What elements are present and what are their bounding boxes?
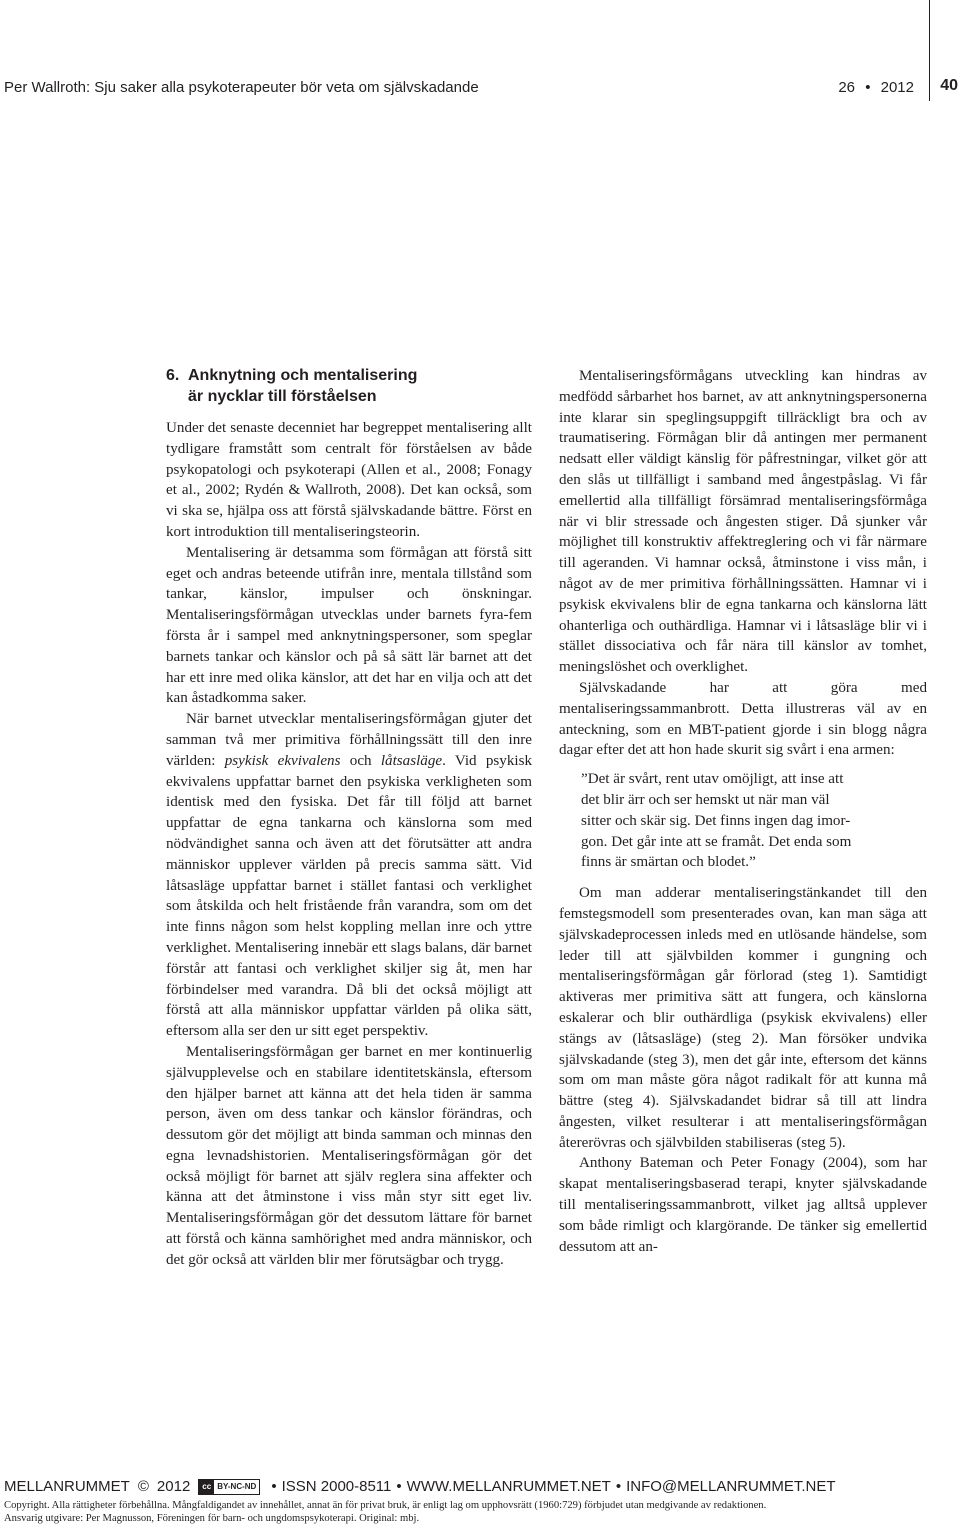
footer-issn: ISSN 2000-8511 — [281, 1478, 392, 1495]
section-number: 6. — [166, 367, 180, 384]
footer-email-link[interactable]: INFO@MELLANRUMMET.NET — [626, 1478, 836, 1495]
footer-publisher-notice: Ansvarig utgivare: Per Magnusson, Föreningen för barn- och ungdomspsykoterapi. Original: mbj. — [4, 1513, 420, 1524]
paragraph-text: När barnet utvecklar mentaliseringsförmågan gjuter det samman två mer primitiva förhållningssätt till den inre världen: — [166, 711, 532, 769]
footer-bullet: • — [396, 1478, 402, 1495]
blog-quote — [581, 769, 927, 873]
issue-info — [838, 79, 914, 96]
left-paragraph-4: Mentaliseringsförmågan ger barnet en mer kontinuerlig självupplevelse och en stabilare identitetskänsla, eftersom den hjälper barnet att känna att det hela tiden är samma person, även om dess tankar och känslor förändras, och dessutom gör det möjligt att binda samman och minnas den egna levnadshistorien. Mentaliseringsförmågan gör det också möjligt för barnet att själv reglera sina affekter och känna att det åtminstone i viss mån styr sitt eget liv. Mentaliseringsförmågan gör det dessutom lättare för barnet att förstå och känna samhörighet med andra människor, och det gör också att världen blir mer förutsägbar och trygg. — [166, 1043, 532, 1268]
issue-year: 2012 — [880, 79, 914, 96]
footer-year: 2012 — [156, 1478, 191, 1495]
footer-bullet: • — [615, 1478, 622, 1495]
footer-brand: MELLANRUMMET — [4, 1478, 130, 1495]
header-divider — [929, 0, 930, 101]
header-bullet: • — [865, 79, 871, 96]
right-paragraph-2: Självskadande har att göra med mentaliseringssammanbrott. Detta illustreras väl av en anteckning, som en MBT-patient gjorde i sin blogg några dagar efter det att hon hade skurit sig svårt i ena armen: — [559, 679, 927, 759]
cc-license-icon — [198, 1479, 260, 1495]
paragraph-text: och — [340, 752, 381, 769]
running-header-title: Per Wallroth: Sju saker alla psykoterapeuter bör veta om självskadande — [4, 79, 479, 96]
copyright-icon: © — [137, 1478, 149, 1495]
right-column — [559, 366, 927, 1257]
left-paragraph-2: Mentalisering är detsamma som förmågan att förstå sitt eget och andras beteende utifrån inre, mentala tillstånd som tankar, känslor, impulser och önskningar. Mentaliseringsförmågan utvecklas under barnets fyra-fem första år i sampel med anknytningspersoner, som speglar barnets tankar och känslor och på så sätt lär barnet att det har ett inre med olika känslor, att det har en vilja och att det kan åstadkomma saker. — [166, 544, 532, 707]
left-paragraph-3 — [166, 709, 532, 1042]
quote-line: gon. Det går inte att se framåt. Det enda som — [581, 833, 852, 850]
section-heading-line1: Anknytning och mentalisering — [188, 367, 418, 384]
page-number: 40 — [940, 77, 958, 94]
quote-line: finns är smärtan och blodet.” — [581, 854, 756, 871]
section-heading — [166, 365, 532, 407]
emphasis-term: psykisk ekvivalens — [224, 752, 341, 769]
footer-bullet: • — [271, 1478, 277, 1495]
quote-line: sitter och skär sig. Det finns ingen dag imor- — [581, 812, 851, 829]
footer-copyright-notice: Copyright. Alla rättigheter förbehållna. Mångfaldigandet av innehållet, annat än för privat bruk, är enligt lag om upphovsrätt (1960:729) förbjudet utan medgivande av redaktionen. — [4, 1500, 767, 1511]
right-paragraph-1: Mentaliseringsförmågans utveckling kan hindras av medfödd sårbarhet hos barnet, av att anknytningspersonerna inte klarar sin speglingsuppgift tillräckligt bra och av traumatisering. Förmågan blir då antingen mer permanent nedsatt eller väldigt känslig för påfrestningar, vilket gör att den slås ut tillfälligt i samband med ångestpåslag. Vi får emellertid alla tillfälligt försämrad mentaliseringsförmåga när vi blir stressade och ångesten stiger. Då sjunker vår möjlighet till konstruktiv affektreglering och vi får närmare till ageranden. Vi hamnar också, åtminstone i viss mån, i något av de mer primitiva förhållningssätten. Hamnar vi i psykisk ekvivalens blir de egna tankarna och känslorna lätt ohanterliga och outhärdliga. Hamnar vi i låtsasläge blir vi i stället dissociativa och får nära till känslor av tomhet, meningslöshet och overklighet. — [559, 368, 927, 676]
right-paragraph-4: Anthony Bateman och Peter Fonagy (2004), som har skapat mentaliseringsbaserad terapi, knyter självskadande till mentaliseringssammanbrott, vilket jag alltså upplever som både rimligt och klargörande. De tänker sig emellertid dessutom att an- — [559, 1155, 927, 1255]
left-paragraph-1: Under det senaste decenniet har begreppet mentalisering allt tydligare framstått som centralt för förståelsen av både psykopatologi och psykoterapi (Allen et al., 2008; Fonagy et al., 2002; Rydén & Wallroth, 2008). Det kan också, som vi ska se, hjälpa oss att förstå självskadande bättre. Först en kort introduktion till mentaliseringsteorin. — [166, 420, 532, 540]
quote-line: det blir ärr och ser hemskt ut när man väl — [581, 791, 830, 808]
paragraph-text: . Vid psykisk ekvivalens uppfattar barnet den psykiska verkligheten som identisk med den fysiska. Det får till följd att barnet uppfattar de egna tankarna och känslorna som med nödvändighet sanna och även att det förutsätter att andra människor upplever världen på precis samma sätt. Vid låtsasläge uppfattar barnet i stället fantasi och verklighet som åtskilda och helt fristående från varandra, som om det inte finns någon som helst koppling mellan inre och yttre verklighet. Mentalisering innebär ett slags balans, där barnet förstår att fantasi och verklighet skiljer sig åt, men har förbindelser med varandra. Då bli det också möjligt att förstå att alla människor uppfattar världen på olika sätt, eftersom alla ser den ur sitt eget perspektiv. — [166, 752, 533, 1040]
footer-publication-info — [4, 1478, 956, 1495]
quote-line: ”Det är svårt, rent utav omöjligt, att inse att — [581, 771, 844, 788]
section-heading-line2: är nycklar till förståelsen — [188, 388, 377, 405]
footer-website-link[interactable]: WWW.MELLANRUMMET.NET — [406, 1478, 611, 1495]
issue-number: 26 — [838, 79, 856, 96]
right-paragraph-3: Om man adderar mentaliseringstänkandet till den femstegsmodell som presenterades ovan, kan man säga att självskadeprocessen inleds med en utlösande händelse, som leder till att självbilden kommer i gungning och mentaliseringsförmågan går förlorad (steg 1). Samtidigt aktiveras mer primitiva sätt att fungera, och känslorna eskalerar och blir outhärdliga (psykisk ekvivalens) eller stängs av (låtsasläge) (steg 2). Man försöker undvika självskadande (steg 3), men det går inte, eftersom det känns som om man måste göra något radikalt för att kunna må bättre (steg 4). Självskadandet bidrar så till att lindra ångesten, vilket resulterar i att mentaliseringsförmågan återerövras och självbilden stabiliseras (steg 5). — [559, 885, 927, 1151]
cc-label: cc — [199, 1480, 214, 1494]
left-column — [166, 365, 532, 1271]
license-terms: BY-NC-ND — [217, 1481, 257, 1491]
page-footer — [4, 1478, 956, 1525]
emphasis-term: låtsasläge — [380, 752, 443, 769]
